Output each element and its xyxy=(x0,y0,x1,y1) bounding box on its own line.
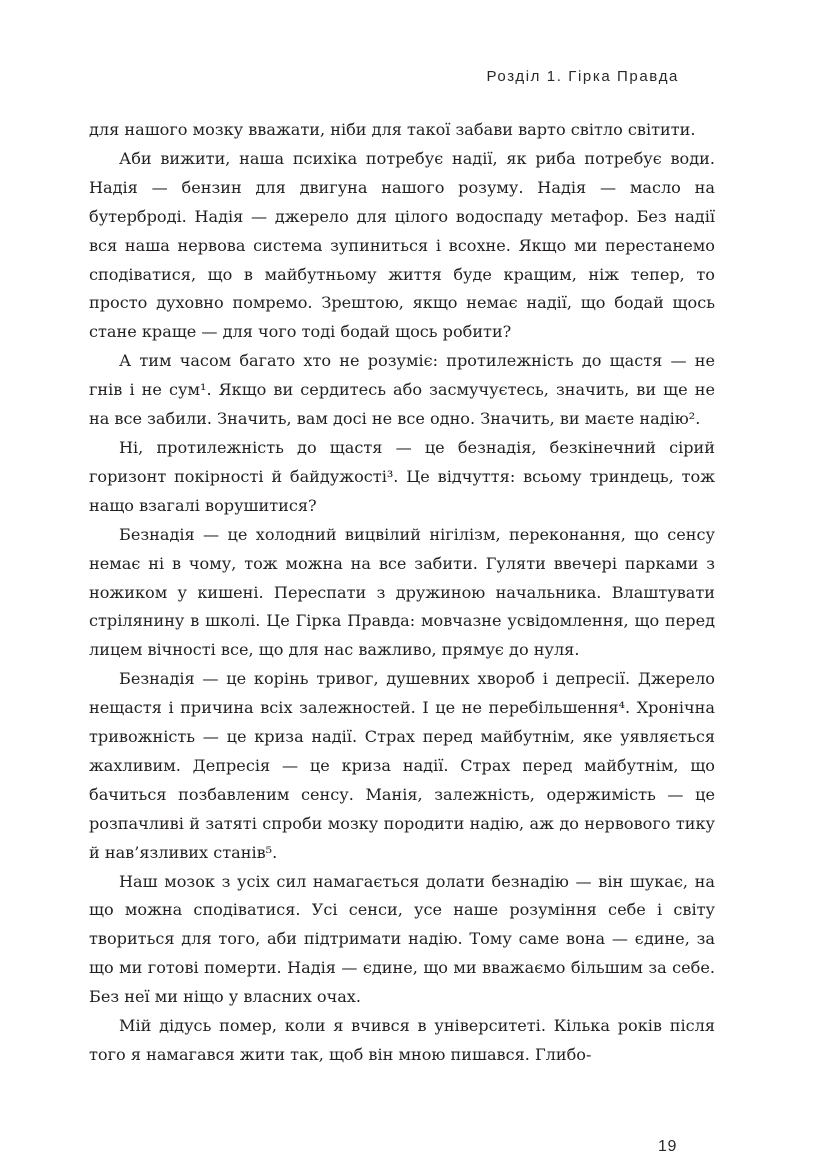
paragraph: Безнадія — це холодний вицвілий нігілізм, переконання, що сенсу немає ні в чому, тож можна на все забити. Гуляти ввечері парками з ножиком у кишені. Переспати з дружиною начальника. Влаштувати стрілянину в школі. Це Гірка Правда: мовчазне усвідомлення, що перед лицем вічності все, що для нас важливо, прямує до нуля. xyxy=(89,524,715,660)
paragraph: Безнадія — це корінь тривог, душевних хвороб і депресії. Джерело нещастя і причина всіх залежностей. І це не перебільшення⁴. Хронічна тривожність — це криза надії. Страх перед майбутнім, яке уявляється жахливим. Депресія — це криза надії. Страх перед майбутнім, що бачиться позбавленим сенсу. Манія, залежність, одержимість — це розпачливі й затяті спроби мозку породити надію, аж до нервового тику й нав’язливих станів⁵. xyxy=(89,669,715,862)
paragraph: Наш мозок з усіх сил намагається долати безнадію — він шукає, на що можна сподіватися. Усі сенси, усе наше розуміння себе і світу твориться для того, аби підтримати надію. Тому саме вона — єдине, за що ми готові померти. Надія — єдине, що ми вважаємо більшим за себе. Без неї ми ніщо у власних очах. xyxy=(89,871,715,1007)
paragraph: Ні, протилежність до щастя — це безнадія, безкінечний сірий горизонт покірності й байдужості³. Це відчуття: всьому триндець, тож нащо взагалі ворушитися? xyxy=(89,437,715,515)
paragraph-continuation: для нашого мозку вважати, ніби для такої забави варто світло світити. xyxy=(89,120,696,139)
page-number: 19 xyxy=(658,1138,677,1155)
paragraph: Аби вижити, наша психіка потребує надії, як риба потребує води. Надія — бензин для двигуна нашого розуму. Надія — масло на бутерброді. Надія — джерело для цілого водоспаду метафор. Без надії вся наша нервова система зупиниться і всохне. Якщо ми перестанемо сподіватися, що в майбутньому життя буде кращим, ніж тепер, то просто духовно помремо. Зрештою, якщо немає надії, що бодай щось стане краще — для чого тоді бодай щось робити? xyxy=(89,148,715,342)
paragraph: Мій дідусь помер, коли я вчився в університеті. Кілька років після того я намагався жити так, щоб він мною пишався. Глибо- xyxy=(89,1016,715,1064)
body-text xyxy=(89,116,715,1070)
paragraph: А тим часом багато хто не розуміє: протилежність до щастя — не гнів і не сум¹. Якщо ви сердитесь або засмучуєтесь, значить, ви ще не на все забили. Значить, вам досі не все одно. Значить, ви маєте надію². xyxy=(89,351,715,429)
running-header: Розділ 1. Гірка Правда xyxy=(486,68,679,85)
